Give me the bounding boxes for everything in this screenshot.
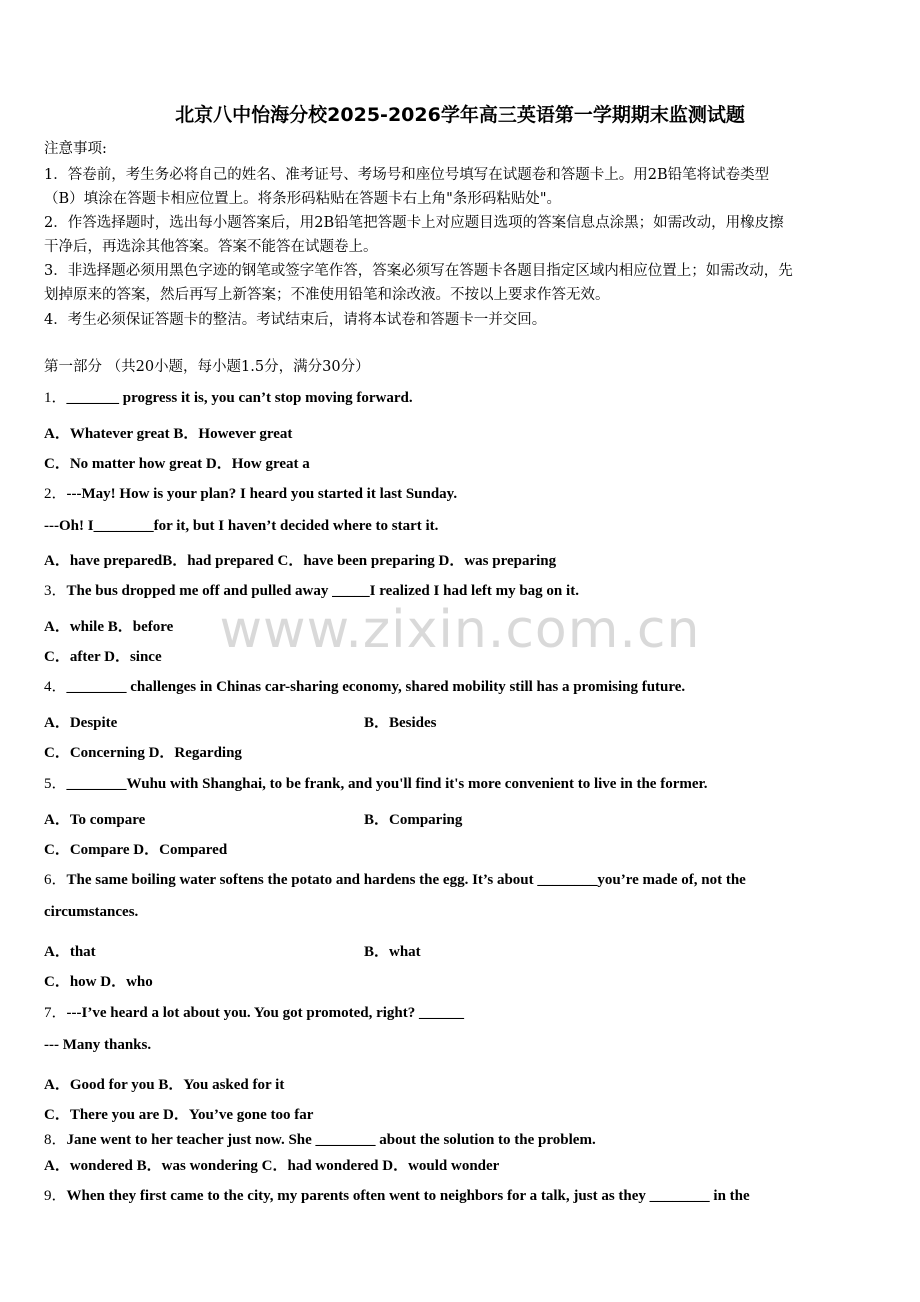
options-row: C．No matter how great D．How great a — [44, 456, 310, 472]
notes-heading: 注意事项: — [44, 141, 107, 157]
question-2 — [44, 482, 457, 503]
option-b: B．Comparing — [364, 812, 463, 828]
note-line: 4．考生必须保证答题卡的整洁。考试结束后，请将本试卷和答题卡一并交回。 — [44, 312, 547, 328]
question-stem: ---I’ve heard a lot about you. You got promoted, right? ______ — [66, 1005, 465, 1021]
options-row: A．Good for you B．You asked for it — [44, 1077, 285, 1093]
note-line: 1．答卷前，考生务必将自己的姓名、准考证号、考场号和座位号填写在试题卷和答题卡上。用2B铅笔将试卷类型 — [44, 167, 770, 183]
question-number: 9． — [44, 1188, 67, 1204]
dialogue-line: --- Many thanks. — [44, 1037, 152, 1053]
note-line: （B）填涂在答题卡相应位置上。将条形码粘贴在答题卡右上角"条形码粘贴处"。 — [44, 191, 561, 207]
question-stem: The bus dropped me off and pulled away _____I realized I had left my bag on it. — [66, 583, 579, 599]
options-row: C．after D．since — [44, 649, 162, 665]
question-number: 4． — [44, 679, 67, 695]
watermark: www.zixin.com.cn — [219, 600, 701, 660]
question-3 — [44, 579, 579, 600]
options-row: A．wondered B．was wondering C．had wondered D．would wonder — [44, 1158, 500, 1174]
note-line: 划掉原来的答案，然后再写上新答案；不准使用铅笔和涂改液。不按以上要求作答无效。 — [44, 287, 610, 303]
question-stem-continued: circumstances. — [44, 904, 139, 920]
question-4 — [44, 675, 685, 696]
question-number: 3． — [44, 583, 67, 599]
note-line: 2．作答选择题时，选出每小题答案后，用2B铅笔把答题卡上对应题目选项的答案信息点涂黑；如需改动，用橡皮擦 — [44, 215, 784, 231]
option-a: A．Despite — [44, 715, 118, 731]
section-heading: 第一部分 （共20小题，每小题1.5分，满分30分） — [44, 359, 370, 375]
note-line: 3．非选择题必须用黑色字迹的钢笔或签字笔作答，答案必须写在答题卡各题目指定区域内相应位置上；如需改动，先 — [44, 263, 793, 279]
option-a: A．To compare — [44, 812, 146, 828]
dialogue-line: ---Oh! I________for it, but I haven’t decided where to start it. — [44, 518, 439, 534]
question-stem: When they first came to the city, my parents often went to neighbors for a talk, just as they ________ in the — [66, 1188, 750, 1204]
question-number: 5． — [44, 776, 67, 792]
question-stem: Jane went to her teacher just now. She ________ about the solution to the problem. — [66, 1132, 596, 1148]
option-b: B．what — [364, 944, 421, 960]
question-stem: ________ challenges in Chinas car-sharing economy, shared mobility still has a promising future. — [66, 679, 686, 695]
question-number: 1． — [44, 390, 67, 406]
options-row: C．how D．who — [44, 974, 153, 990]
question-stem: ---May! How is your plan? I heard you started it last Sunday. — [66, 486, 458, 502]
question-number: 6． — [44, 872, 67, 888]
page-title: 北京八中怡海分校2025-2026学年高三英语第一学期期末监测试题 — [175, 104, 745, 126]
question-number: 7． — [44, 1005, 67, 1021]
option-a: A．that — [44, 944, 96, 960]
question-number: 2． — [44, 486, 67, 502]
question-stem: _______ progress it is, you can’t stop moving forward. — [66, 390, 413, 406]
question-8 — [44, 1128, 596, 1149]
option-b: B．Besides — [364, 715, 437, 731]
question-5 — [44, 772, 708, 793]
question-9 — [44, 1184, 750, 1205]
options-row: C．Compare D．Compared — [44, 842, 228, 858]
question-number: 8． — [44, 1132, 67, 1148]
options-row: C．There you are D．You’ve gone too far — [44, 1107, 314, 1123]
question-stem: The same boiling water softens the potato and hardens the egg. It’s about ________you’re made of, not the — [66, 872, 746, 888]
options-row: C．Concerning D．Regarding — [44, 745, 242, 761]
question-1 — [44, 386, 413, 407]
options-row: A．Whatever great B．However great — [44, 426, 293, 442]
note-line: 干净后，再选涂其他答案。答案不能答在试题卷上。 — [44, 239, 378, 255]
options-row: A．while B．before — [44, 619, 174, 635]
question-7 — [44, 1001, 464, 1022]
question-6 — [44, 868, 746, 889]
question-stem: ________Wuhu with Shanghai, to be frank, and you'll find it's more convenient to live in the former. — [66, 776, 708, 792]
options-row: A．have preparedB．had prepared C．have been preparing D．was preparing — [44, 553, 557, 569]
